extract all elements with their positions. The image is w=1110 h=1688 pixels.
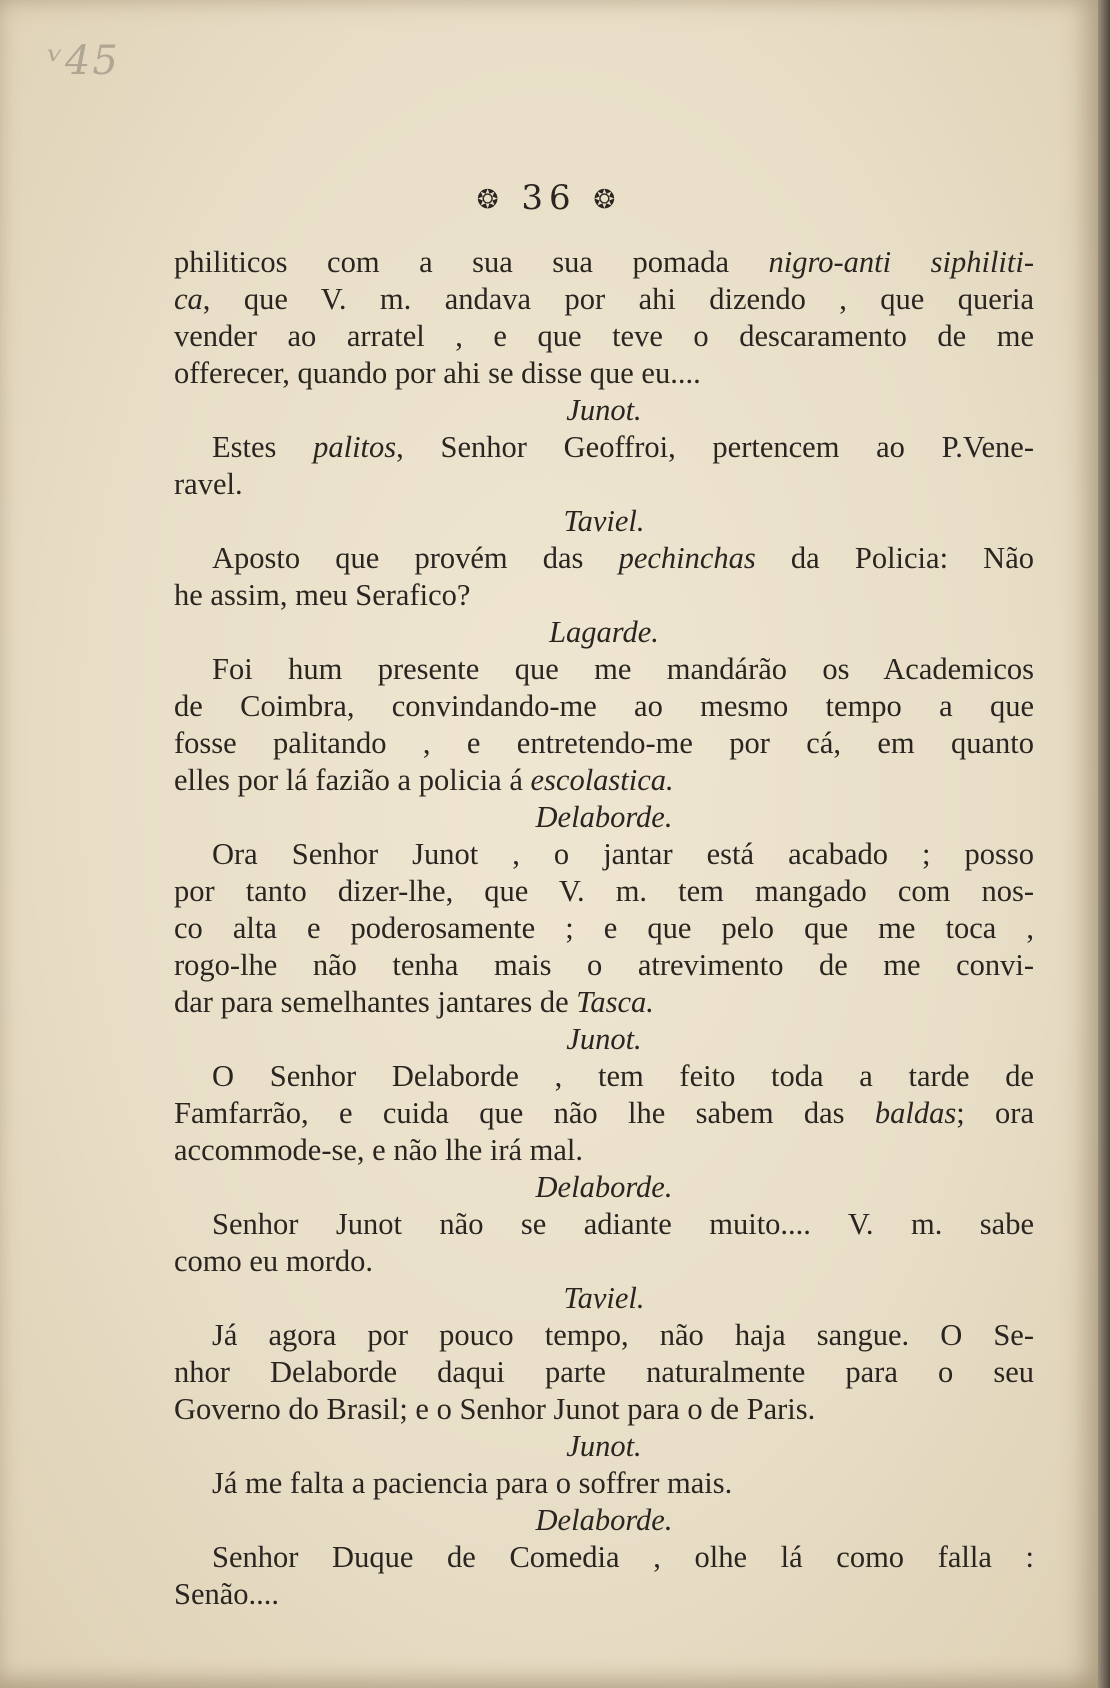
text-run: Taviel. [563,1281,645,1315]
text-run: dar para semelhantes jantares de [174,985,577,1019]
text-run: Já agora por pouco tempo, não haja sangue. O Se- [212,1318,1034,1352]
text-run: Delaborde. [535,1170,673,1204]
speaker-name [174,614,1034,651]
text-line [174,1391,1034,1428]
text-run: ravel. [174,467,243,501]
text-line [174,1354,1034,1391]
text-line [174,910,1034,947]
text-run: accommode-se, e não lhe irá mal. [174,1133,584,1167]
ornament-icon: ❂ [476,185,505,215]
text-line [174,688,1034,725]
text-run: Delaborde. [535,1503,673,1537]
italic-run: ca [174,282,203,316]
text-run: Foi hum presente que me mandárão os Academicos [212,652,1034,686]
text-run: Lagarde. [549,615,659,649]
text-run: elles por lá fazião a policia á [174,763,531,797]
text-run: Ora Senhor Junot , o jantar está acabado ; posso [212,837,1034,871]
text-run: de Coimbra, convindando-me ao mesmo tempo a que [174,689,1034,723]
speaker-name [174,1280,1034,1317]
text-line [174,355,1034,392]
text-line [174,836,1034,873]
handwritten-corner-mark: ᵛ45 [48,38,120,84]
text-run: Estes [212,430,314,464]
text-line [174,1058,1034,1095]
text-run: Taviel. [563,504,645,538]
speaker-name [174,1021,1034,1058]
text-run: offerecer, quando por ahi se disse que eu.... [174,356,701,390]
text-run: O Senhor Delaborde , tem feito toda a tarde de [212,1059,1034,1093]
text-run: da Policia: Não [755,541,1034,575]
text-line [174,1243,1034,1280]
text-run: por tanto dizer-lhe, que V. m. tem mangado com nos- [174,874,1034,908]
italic-run: pechinchas [618,541,756,575]
text-run: fosse palitando , e entretendo-me por cá, em quanto [174,726,1034,760]
text-line [174,947,1034,984]
text-line [174,1095,1034,1132]
text-run: Já me falta a paciencia para o soffrer mais. [212,1466,733,1500]
speaker-name [174,392,1034,429]
italic-run: Tasca. [576,985,654,1019]
text-line [174,1576,1034,1613]
text-run: Delaborde. [535,800,673,834]
italic-run: palitos [313,430,397,464]
italic-run: nigro-anti siphiliti- [768,245,1035,279]
text-run: co alta e poderosamente ; e que pelo que me toca , [174,911,1034,945]
text-line [174,1539,1034,1576]
text-line [174,281,1034,318]
speaker-name [174,1502,1034,1539]
page-number: 36 [521,178,577,218]
text-run: Famfarrão, e cuida que não lhe sabem das [174,1096,875,1130]
ornament-icon: ❂ [593,185,622,215]
text-line [174,984,1034,1021]
text-line [174,762,1034,799]
text-run: Junot. [566,393,642,427]
page-text [174,244,1034,1613]
text-line [174,429,1034,466]
italic-run: baldas [874,1096,957,1130]
speaker-name [174,503,1034,540]
text-run: rogo-lhe não tenha mais o atrevimento de me convi- [174,948,1034,982]
text-run: philiticos com a sua sua pomada [174,245,769,279]
text-line [174,873,1034,910]
text-run: Senão.... [174,1577,280,1611]
text-run: Junot. [566,1022,642,1056]
text-line [174,651,1034,688]
text-line [174,1317,1034,1354]
italic-run: escolastica. [530,763,674,797]
text-run: , Senhor Geoffroi, pertencem ao P.Vene- [396,430,1034,464]
text-run: ; ora [956,1096,1034,1130]
text-run: Aposto que provém das [212,541,619,575]
text-run: Senhor Duque de Comedia , olhe lá como falla : [212,1540,1034,1574]
text-run: he assim, meu Serafico? [174,578,471,612]
page-edge-shadow [1098,0,1110,1688]
text-run: , que V. m. andava por ahi dizendo , que queria [202,282,1034,316]
text-run: Governo do Brasil; e o Senhor Junot para o de Paris. [174,1392,816,1426]
text-line [174,540,1034,577]
speaker-name [174,1169,1034,1206]
text-run: Senhor Junot não se adiante muito.... V. m. sabe [212,1207,1034,1241]
speaker-name [174,799,1034,836]
text-line [174,244,1034,281]
speaker-name [174,1428,1034,1465]
text-line [174,1206,1034,1243]
text-run: nhor Delaborde daqui parte naturalmente para o seu [174,1355,1034,1389]
page-number-header [0,178,1098,218]
text-line [174,318,1034,355]
text-line [174,466,1034,503]
text-run: como eu mordo. [174,1244,374,1278]
text-line [174,1465,1034,1502]
text-run: vender ao arratel , e que teve o descaramento de me [174,319,1034,353]
text-line [174,1132,1034,1169]
text-run: Junot. [566,1429,642,1463]
text-line [174,577,1034,614]
text-line [174,725,1034,762]
